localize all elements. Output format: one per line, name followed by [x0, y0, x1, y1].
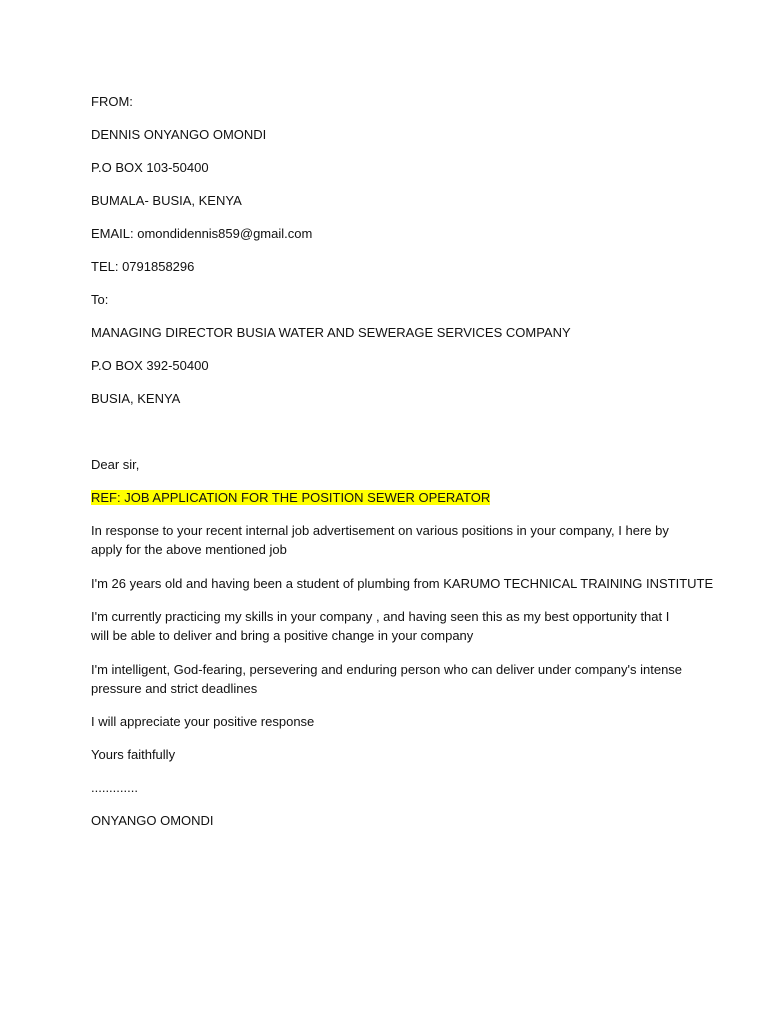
valediction: Yours faithfully [91, 747, 176, 762]
sender-tel: TEL: 0791858296 [91, 259, 195, 274]
body-paragraph-3-line-2: will be able to deliver and bring a positive change in your company [91, 628, 474, 643]
sender-location: BUMALA- BUSIA, KENYA [91, 193, 242, 208]
body-paragraph-1-line-1: In response to your recent internal job advertisement on various positions in your company, I here by [91, 523, 669, 538]
body-paragraph-5: I will appreciate your positive response [91, 714, 315, 729]
body-paragraph-4-line-2: pressure and strict deadlines [91, 681, 258, 696]
sender-pobox: P.O BOX 103-50400 [91, 160, 209, 175]
signatory-name: ONYANGO OMONDI [91, 813, 214, 828]
recipient-pobox: P.O BOX 392-50400 [91, 358, 209, 373]
subject-line [91, 489, 490, 507]
body-paragraph-2: I'm 26 years old and having been a student of plumbing from KARUMO TECHNICAL TRAINING INSTITUTE [91, 576, 714, 591]
signature-dots: ............. [91, 780, 138, 795]
subject-highlight: REF: JOB APPLICATION FOR THE POSITION SEWER OPERATOR [91, 490, 491, 505]
from-label: FROM: [91, 94, 133, 109]
recipient-title: MANAGING DIRECTOR BUSIA WATER AND SEWERAGE SERVICES COMPANY [91, 325, 571, 340]
to-label: To: [91, 292, 109, 307]
body-paragraph-3-line-1: I'm currently practicing my skills in your company , and having seen this as my best opportunity that I [91, 609, 670, 624]
sender-name: DENNIS ONYANGO OMONDI [91, 127, 267, 142]
sender-email: EMAIL: omondidennis859@gmail.com [91, 226, 313, 241]
recipient-location: BUSIA, KENYA [91, 391, 181, 406]
body-paragraph-4-line-1: I'm intelligent, God-fearing, persevering and enduring person who can deliver under company's intense [91, 662, 683, 677]
body-paragraph-1-line-2: apply for the above mentioned job [91, 542, 287, 557]
salutation: Dear sir, [91, 457, 140, 472]
